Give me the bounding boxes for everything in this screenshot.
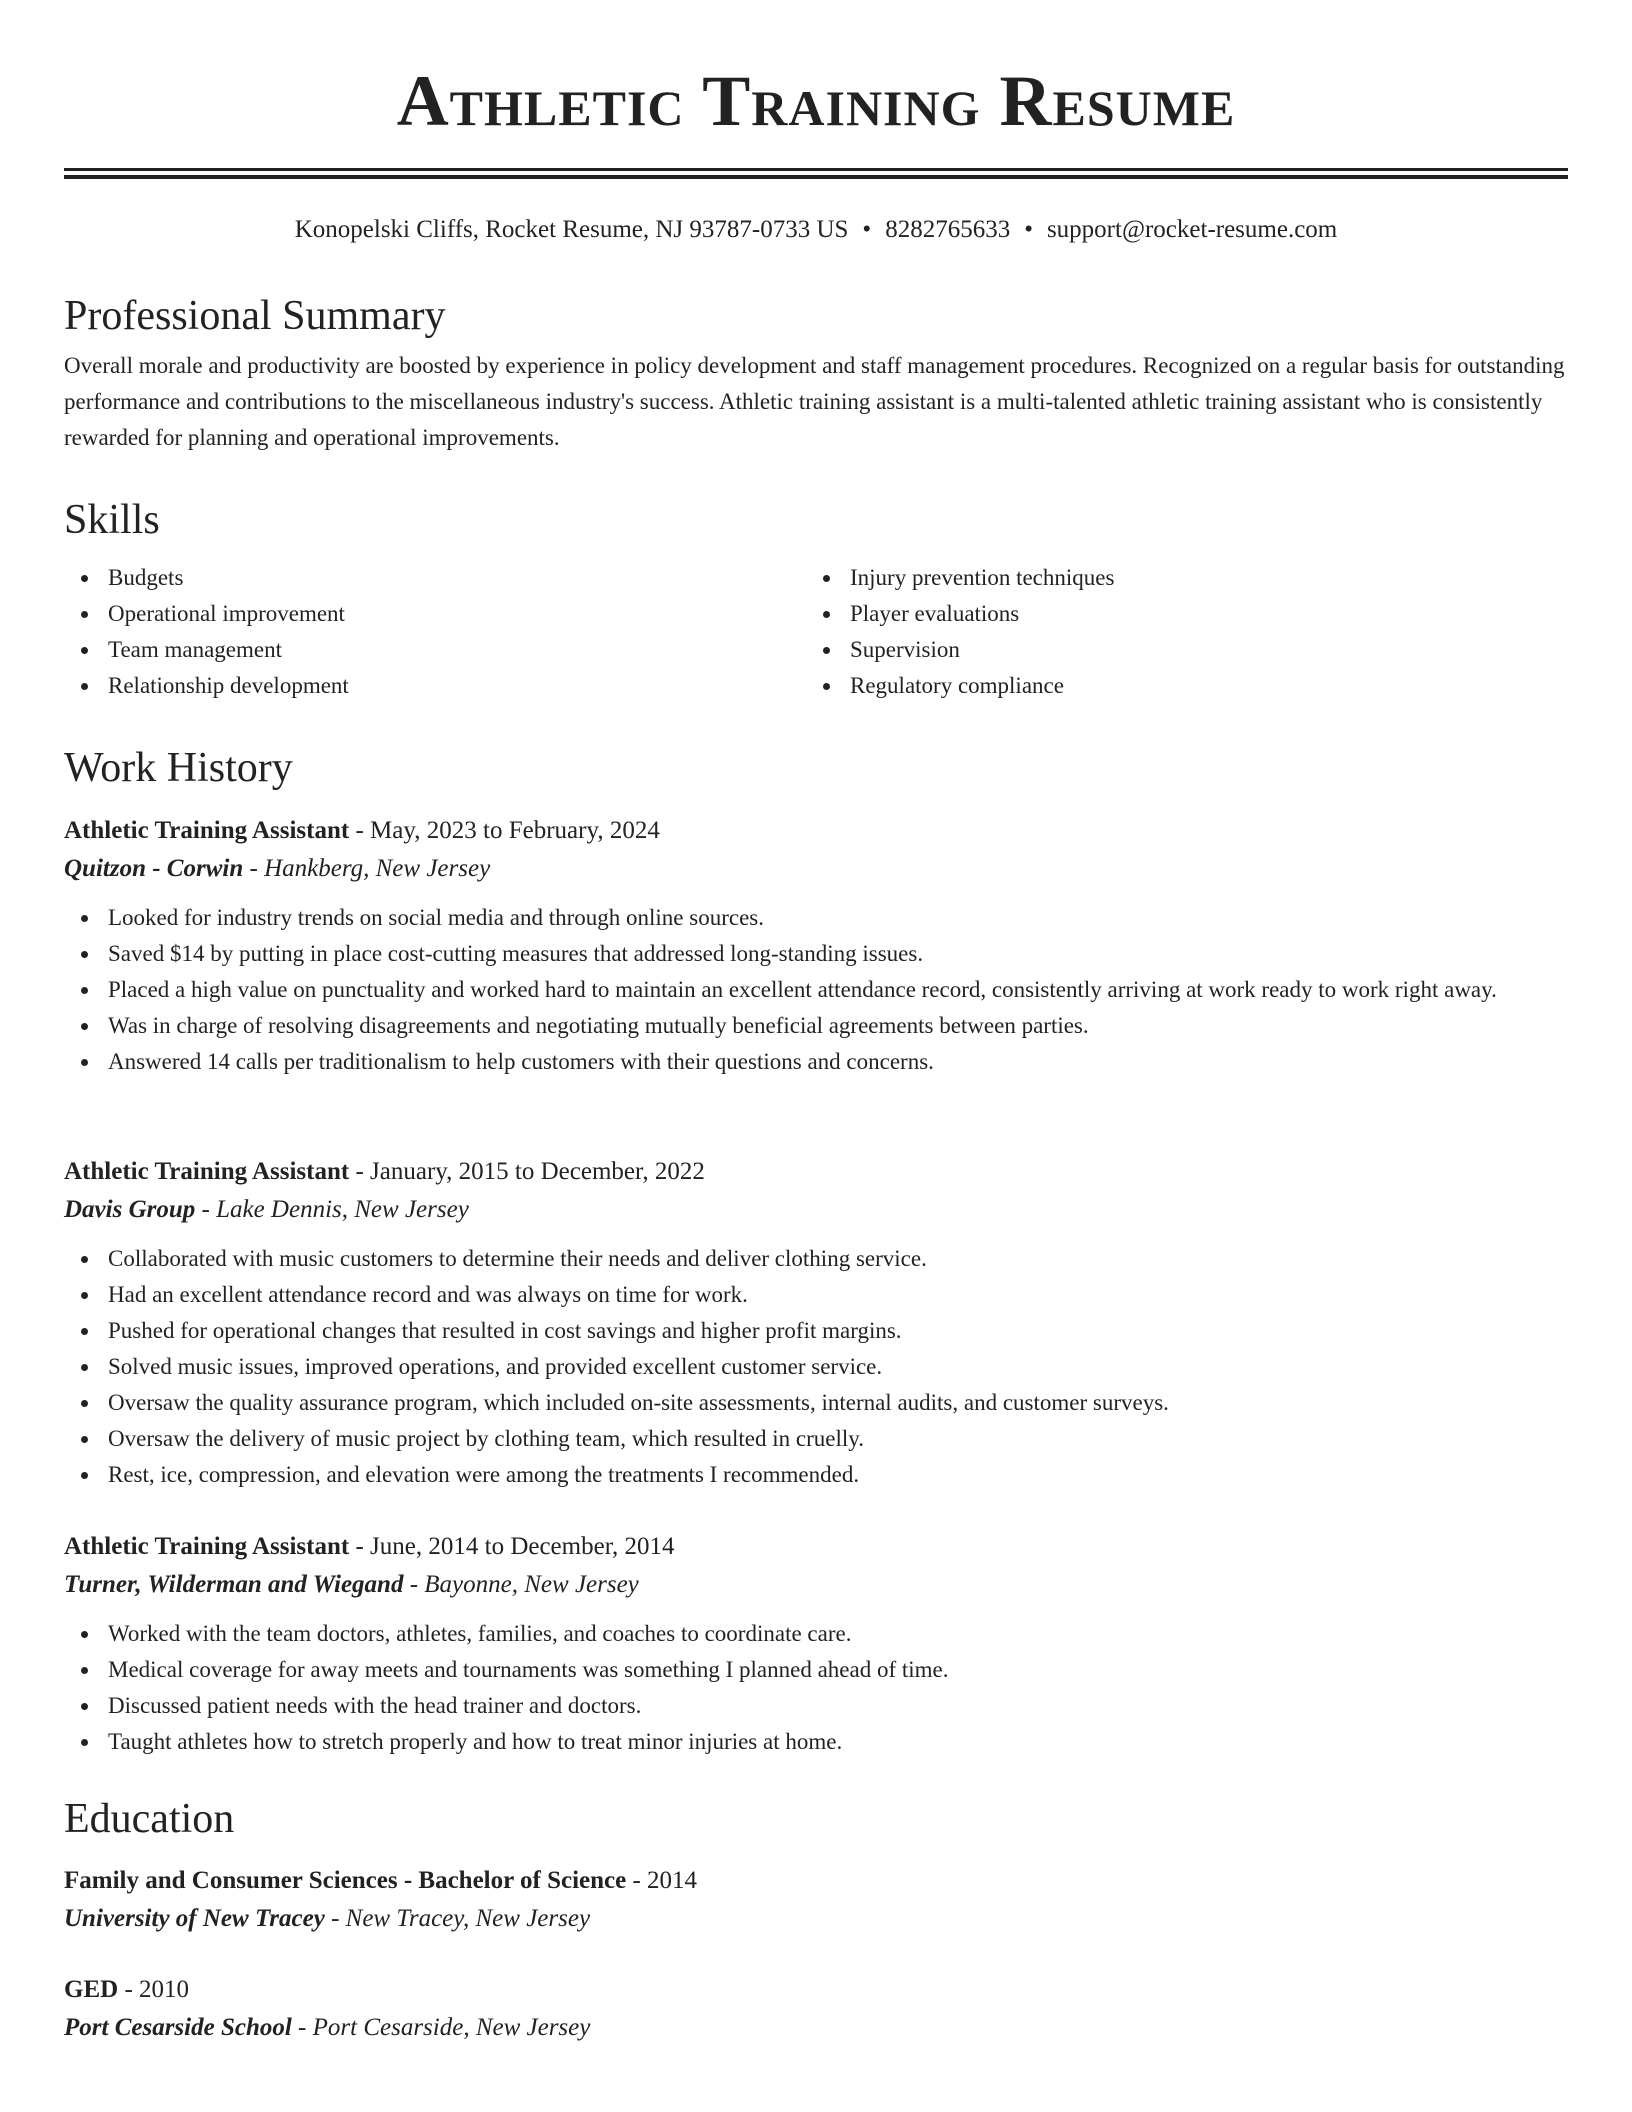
job-company: Turner, Wilderman and Wiegand <box>64 1571 404 1598</box>
job-company-line <box>64 1566 1568 1604</box>
education-entry <box>64 1862 1568 1938</box>
job-dates: - May, 2023 to February, 2024 <box>349 817 660 844</box>
job-duty: Discussed patient needs with the head trainer and doctors. <box>64 1688 1568 1724</box>
job-location: - Lake Dennis, New Jersey <box>195 1196 469 1223</box>
skill-item: Player evaluations <box>806 596 1548 632</box>
job-duty: Had an excellent attendance record and was always on time for work. <box>64 1277 1568 1313</box>
job-duties-list <box>64 1616 1568 1760</box>
contact-email: support@rocket-resume.com <box>1046 216 1338 243</box>
education-year: - 2010 <box>118 1976 190 2003</box>
job-dates: - January, 2015 to December, 2022 <box>349 1158 705 1185</box>
education-school: Port Cesarside School <box>64 2014 292 2041</box>
job-duties-list <box>64 900 1568 1080</box>
skill-item: Team management <box>64 632 806 668</box>
job-duty: Medical coverage for away meets and tournaments was something I planned ahead of time. <box>64 1652 1568 1688</box>
job-entry <box>64 1153 1568 1493</box>
skill-item: Budgets <box>64 560 806 596</box>
job-title: Athletic Training Assistant <box>64 1158 350 1185</box>
job-company: Davis Group <box>64 1196 196 1223</box>
summary-heading: Professional Summary <box>64 293 446 339</box>
education-heading: Education <box>64 1796 235 1842</box>
job-location: - Bayonne, New Jersey <box>403 1571 639 1598</box>
education-degree: Family and Consumer Sciences - Bachelor of Science <box>64 1867 627 1894</box>
job-title-line <box>64 812 1568 850</box>
title-divider-bottom <box>64 175 1568 179</box>
job-duty: Solved music issues, improved operations, and provided excellent customer service. <box>64 1349 1568 1385</box>
job-duty: Oversaw the quality assurance program, which included on-site assessments, internal audits, and customer surveys. <box>64 1385 1568 1421</box>
education-degree-line <box>64 1971 1568 2009</box>
skills-heading: Skills <box>64 497 160 543</box>
contact-separator: • <box>1024 216 1033 243</box>
work-history-heading: Work History <box>64 745 293 791</box>
skills-list-right <box>806 560 1548 704</box>
skills-section <box>64 494 1568 704</box>
job-location: - Hankberg, New Jersey <box>243 855 491 882</box>
skill-item: Relationship development <box>64 668 806 704</box>
skill-item: Regulatory compliance <box>806 668 1548 704</box>
job-title-line <box>64 1528 1568 1566</box>
contact-phone: 8282765633 <box>885 216 1011 243</box>
contact-separator: • <box>862 216 872 243</box>
skills-columns <box>64 560 1568 704</box>
skill-item: Operational improvement <box>64 596 806 632</box>
job-duty: Rest, ice, compression, and elevation were among the treatments I recommended. <box>64 1457 1568 1493</box>
job-title: Athletic Training Assistant <box>64 1533 350 1560</box>
job-duties-list <box>64 1241 1568 1493</box>
contact-address: Konopelski Cliffs, Rocket Resume, NJ 93787-0733 US <box>294 216 849 243</box>
job-company: Quitzon - Corwin <box>64 855 244 882</box>
resume-title: Athletic Training Resume <box>396 61 1236 141</box>
education-entry <box>64 1971 1568 2047</box>
education-school-line <box>64 1900 1568 1938</box>
job-title: Athletic Training Assistant <box>64 817 350 844</box>
education-year: - 2014 <box>626 1867 698 1894</box>
job-dates: - June, 2014 to December, 2014 <box>349 1533 675 1560</box>
education-location: - Port Cesarside, New Jersey <box>291 2014 591 2041</box>
education-degree-line <box>64 1862 1568 1900</box>
job-duty: Collaborated with music customers to determine their needs and deliver clothing service. <box>64 1241 1568 1277</box>
job-duty: Oversaw the delivery of music project by clothing team, which resulted in cruelly. <box>64 1421 1568 1457</box>
skills-list-left <box>64 560 806 704</box>
job-duty: Looked for industry trends on social media and through online sources. <box>64 900 1568 936</box>
work-history-section <box>64 742 1568 794</box>
job-company-line <box>64 1191 1568 1229</box>
skill-item: Injury prevention techniques <box>806 560 1548 596</box>
title-divider-top <box>64 168 1568 171</box>
job-duty: Saved $14 by putting in place cost-cutting measures that addressed long-standing issues. <box>64 936 1568 972</box>
skill-item: Supervision <box>806 632 1548 668</box>
job-company-line <box>64 850 1568 888</box>
education-section <box>64 1793 1568 1845</box>
summary-section <box>64 290 1568 456</box>
job-duty: Worked with the team doctors, athletes, families, and coaches to coordinate care. <box>64 1616 1568 1652</box>
education-degree: GED <box>64 1976 119 2003</box>
job-duty: Placed a high value on punctuality and worked hard to maintain an excellent attendance record, consistently arriving at work ready to work right away. <box>64 972 1568 1008</box>
education-location: - New Tracey, New Jersey <box>324 1905 591 1932</box>
contact-line <box>64 213 1568 247</box>
job-title-line <box>64 1153 1568 1191</box>
job-entry <box>64 812 1568 1080</box>
job-duty: Answered 14 calls per traditionalism to help customers with their questions and concerns. <box>64 1044 1568 1080</box>
job-duty: Taught athletes how to stretch properly and how to treat minor injuries at home. <box>64 1724 1568 1760</box>
summary-text: Overall morale and productivity are boosted by experience in policy development and staff management procedures. Recognized on a regular basis for outstanding performance and contributions to the miscellaneous industry's success. Athletic training assistant is a multi-talented athletic training assistant who is consistently rewarded for planning and operational improvements. <box>64 353 1565 450</box>
education-school-line <box>64 2009 1568 2047</box>
job-duty: Pushed for operational changes that resulted in cost savings and higher profit margins. <box>64 1313 1568 1349</box>
job-entry <box>64 1528 1568 1760</box>
job-duty: Was in charge of resolving disagreements and negotiating mutually beneficial agreements between parties. <box>64 1008 1568 1044</box>
education-school: University of New Tracey <box>64 1905 325 1932</box>
